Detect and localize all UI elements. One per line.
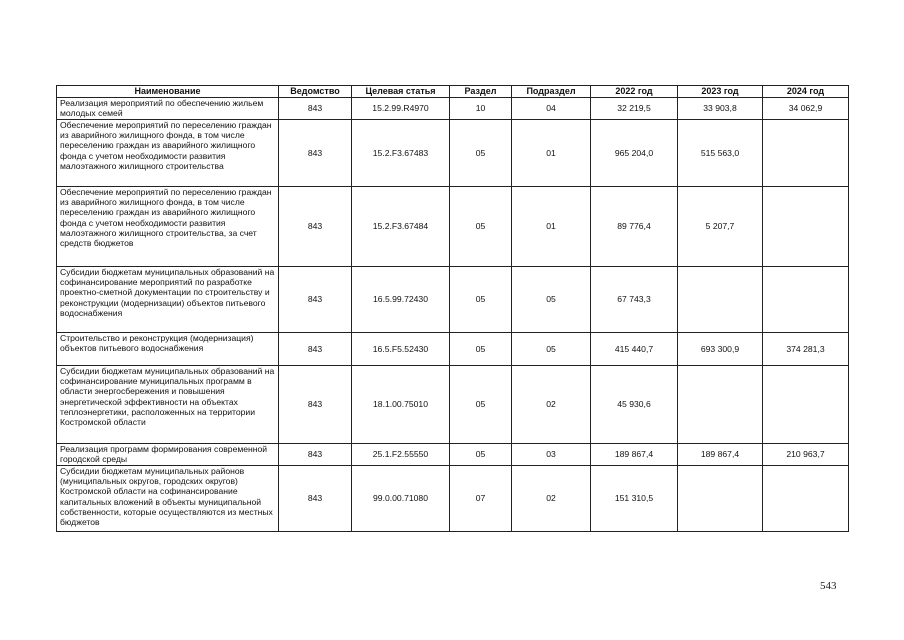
cell-department: 843 bbox=[279, 267, 352, 333]
header-year-2023: 2023 год bbox=[678, 86, 763, 98]
cell-subsection: 02 bbox=[512, 466, 591, 532]
cell-year-2024: 374 281,3 bbox=[763, 333, 849, 366]
cell-year-2023 bbox=[678, 466, 763, 532]
cell-section: 05 bbox=[450, 120, 512, 187]
page-number: 543 bbox=[820, 580, 837, 592]
cell-target-article: 15.2.99.R4970 bbox=[352, 98, 450, 120]
table-row bbox=[57, 187, 849, 267]
cell-target-article: 15.2.F3.67484 bbox=[352, 187, 450, 267]
table-header-row bbox=[57, 86, 849, 98]
cell-year-2023: 189 867,4 bbox=[678, 444, 763, 466]
cell-year-2022: 415 440,7 bbox=[591, 333, 678, 366]
cell-section: 07 bbox=[450, 466, 512, 532]
cell-year-2023 bbox=[678, 267, 763, 333]
cell-section: 05 bbox=[450, 333, 512, 366]
cell-subsection: 01 bbox=[512, 187, 591, 267]
table-row bbox=[57, 333, 849, 366]
table-row bbox=[57, 120, 849, 187]
cell-year-2022: 189 867,4 bbox=[591, 444, 678, 466]
cell-name: Реализация программ формирования современной городской среды bbox=[57, 444, 279, 466]
cell-year-2024 bbox=[763, 366, 849, 444]
budget-table bbox=[56, 85, 849, 532]
cell-subsection: 05 bbox=[512, 267, 591, 333]
cell-department: 843 bbox=[279, 366, 352, 444]
cell-department: 843 bbox=[279, 444, 352, 466]
cell-year-2023: 33 903,8 bbox=[678, 98, 763, 120]
cell-year-2022: 45 930,6 bbox=[591, 366, 678, 444]
cell-target-article: 16.5.F5.52430 bbox=[352, 333, 450, 366]
cell-year-2024 bbox=[763, 187, 849, 267]
cell-department: 843 bbox=[279, 187, 352, 267]
cell-year-2022: 965 204,0 bbox=[591, 120, 678, 187]
header-subsection: Подраздел bbox=[512, 86, 591, 98]
table-row bbox=[57, 98, 849, 120]
header-year-2024: 2024 год bbox=[763, 86, 849, 98]
cell-section: 10 bbox=[450, 98, 512, 120]
cell-year-2023 bbox=[678, 366, 763, 444]
cell-year-2022: 89 776,4 bbox=[591, 187, 678, 267]
cell-subsection: 02 bbox=[512, 366, 591, 444]
cell-department: 843 bbox=[279, 333, 352, 366]
cell-name: Реализация мероприятий по обеспечению жильем молодых семей bbox=[57, 98, 279, 120]
header-target-article: Целевая статья bbox=[352, 86, 450, 98]
table-row bbox=[57, 366, 849, 444]
cell-year-2023: 693 300,9 bbox=[678, 333, 763, 366]
cell-subsection: 04 bbox=[512, 98, 591, 120]
cell-name: Обеспечение мероприятий по переселению граждан из аварийного жилищного фонда, в том числе переселению граждан из аварийного жилищного фонда с учетом необходимости развития малоэтажного жилищного строительства, за счет средств бюджетов bbox=[57, 187, 279, 267]
cell-section: 05 bbox=[450, 187, 512, 267]
cell-section: 05 bbox=[450, 444, 512, 466]
cell-target-article: 15.2.F3.67483 bbox=[352, 120, 450, 187]
cell-year-2024 bbox=[763, 466, 849, 532]
cell-department: 843 bbox=[279, 98, 352, 120]
cell-year-2024: 34 062,9 bbox=[763, 98, 849, 120]
cell-subsection: 03 bbox=[512, 444, 591, 466]
cell-year-2022: 67 743,3 bbox=[591, 267, 678, 333]
header-department: Ведомство bbox=[279, 86, 352, 98]
cell-section: 05 bbox=[450, 366, 512, 444]
cell-year-2024 bbox=[763, 120, 849, 187]
table-row bbox=[57, 444, 849, 466]
cell-name: Субсидии бюджетам муниципальных образований на софинансирование муниципальных программ в области энергосбережения и повышения энергетической эффективности на объектах теплоэнергетики, расположенных на территории Костромской области bbox=[57, 366, 279, 444]
cell-name: Строительство и реконструкция (модернизация) объектов питьевого водоснабжения bbox=[57, 333, 279, 366]
cell-year-2022: 32 219,5 bbox=[591, 98, 678, 120]
cell-target-article: 18.1.00.75010 bbox=[352, 366, 450, 444]
cell-year-2024: 210 963,7 bbox=[763, 444, 849, 466]
cell-department: 843 bbox=[279, 120, 352, 187]
header-year-2022: 2022 год bbox=[591, 86, 678, 98]
cell-target-article: 99.0.00.71080 bbox=[352, 466, 450, 532]
cell-department: 843 bbox=[279, 466, 352, 532]
cell-target-article: 25.1.F2.55550 bbox=[352, 444, 450, 466]
cell-name: Субсидии бюджетам муниципальных образований на софинансирование мероприятий по разработке проектно-сметной документации по строительству и реконструкции (модернизации) объектов питьевого водоснабжения bbox=[57, 267, 279, 333]
table-row bbox=[57, 267, 849, 333]
cell-subsection: 05 bbox=[512, 333, 591, 366]
cell-year-2022: 151 310,5 bbox=[591, 466, 678, 532]
table-row bbox=[57, 466, 849, 532]
cell-year-2023: 5 207,7 bbox=[678, 187, 763, 267]
cell-year-2023: 515 563,0 bbox=[678, 120, 763, 187]
cell-name: Субсидии бюджетам муниципальных районов (муниципальных округов, городских округов) Костромской области на софинансирование капитальных вложений в объекты муниципальной собственности, которые осуществляются из местных бюджетов bbox=[57, 466, 279, 532]
cell-year-2024 bbox=[763, 267, 849, 333]
header-name: Наименование bbox=[57, 86, 279, 98]
cell-subsection: 01 bbox=[512, 120, 591, 187]
header-section: Раздел bbox=[450, 86, 512, 98]
cell-name: Обеспечение мероприятий по переселению граждан из аварийного жилищного фонда, в том числе переселению граждан из аварийного жилищного фонда с учетом необходимости развития малоэтажного жилищного строительства bbox=[57, 120, 279, 187]
cell-section: 05 bbox=[450, 267, 512, 333]
cell-target-article: 16.5.99.72430 bbox=[352, 267, 450, 333]
